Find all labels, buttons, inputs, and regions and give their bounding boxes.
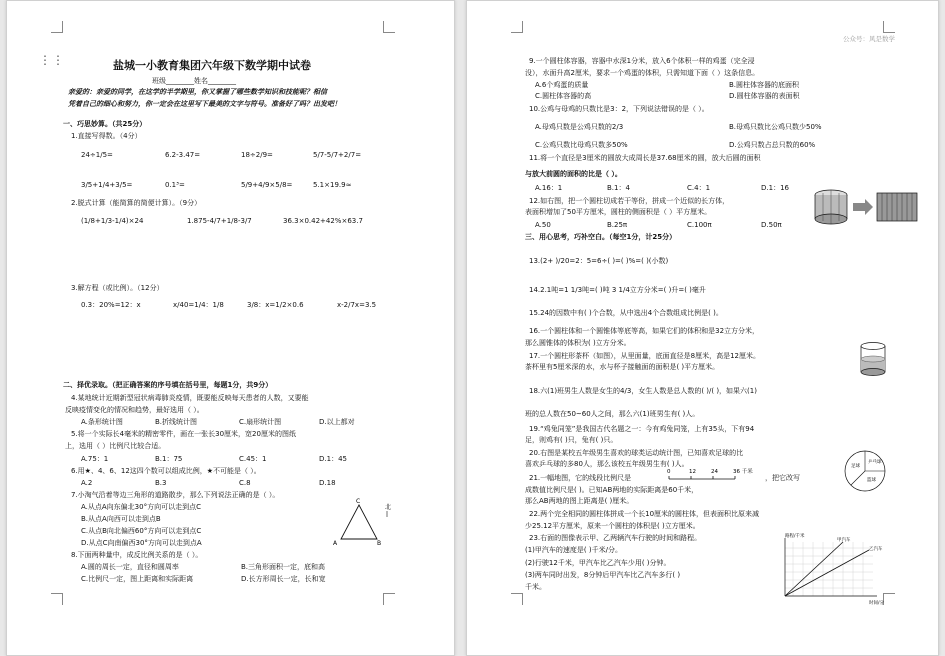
- q4-text: 反映疫情变化的情况和趋势，最好选用（ ）。: [65, 406, 204, 414]
- option: A.母鸡只数是公鸡只数的2/3: [535, 123, 624, 131]
- triangle-figure: [333, 498, 397, 551]
- option: D.50π: [761, 221, 782, 229]
- option: B.母鸡只数比公鸡只数少50%: [729, 123, 822, 131]
- q16-text: 16.一个圆柱体和一个圆锥体等底等高，如果它们的体积和是32立方分米，: [529, 327, 760, 335]
- equation-item: x/40=1/4：1/8: [173, 301, 224, 309]
- q5-text: 上，选用（ ）比例尺比较合适。: [65, 442, 166, 450]
- option: D.18: [319, 479, 336, 487]
- crop-mark: [51, 593, 63, 605]
- crop-mark: [383, 21, 395, 33]
- page-right: [466, 0, 939, 656]
- q9-text: 9.一个圆柱体容器，容器中水深1分米，放入6个体积一样的鸡蛋（完全浸: [529, 57, 755, 65]
- option: A.75：1: [81, 455, 109, 463]
- oral-calc-item: 6.2-3.47=: [165, 151, 201, 159]
- page-left: [6, 0, 455, 656]
- q18-text: 班的总人数在50~60人之间，那么六(1)班男生有( )人。: [525, 410, 700, 418]
- q23-sub: (1)甲汽车的速度是( )千米/分。: [525, 546, 622, 554]
- option: A.6个鸡蛋的质量: [535, 81, 589, 89]
- calc-item: 36.3×0.42+42%×63.7: [283, 217, 363, 225]
- option: A.圆的周长一定，直径和圆周率: [81, 563, 179, 571]
- q23-sub: 千米。: [525, 583, 546, 591]
- exam-title: 盐城一小教育集团六年级下数学期中试卷: [113, 59, 311, 72]
- q8-text: 8.下面两种量中，成反比例关系的是（ ）。: [71, 551, 203, 559]
- intro-line-1: 亲爱的：亲爱的同学，在这学的半学期里，你又掌握了哪些数学知识和技能呢？相信: [68, 88, 327, 96]
- line-label: 乙汽车: [869, 547, 883, 552]
- q21-text: 那么AB两地的图上距离是( )厘米。: [525, 497, 634, 505]
- option: B.三角形面积一定，底和高: [241, 563, 326, 571]
- q7-text: 7.小淘气沿着等边三角形的道路散步，那么下列说法正确的是（ ）。: [71, 491, 280, 499]
- equation-item: 3/8：x=1/2×0.6: [247, 301, 304, 309]
- q17-text: 17.一个圆柱形茶杯（如图），从里面量，底面直径是8厘米，高是12厘米。: [529, 352, 760, 360]
- option: D.以上都对: [319, 418, 355, 426]
- option: B.1：4: [607, 184, 630, 192]
- q23-sub: (3)两车同时出发，8分钟后甲汽车比乙汽车多行( ): [525, 571, 681, 579]
- oral-calc-item: 5/9+4/9×5/8=: [241, 181, 293, 189]
- oral-calc-item: 5/7-5/7+2/7=: [313, 151, 362, 159]
- section-3-heading: 三、用心思考，巧补空白。（每空1分，计25分）: [525, 233, 677, 241]
- equation-item: x-2/7x=3.5: [337, 301, 377, 309]
- section-2-heading: 二、择优录取。（把正确答案的序号填在括号里，每题1分，共9分）: [63, 381, 273, 389]
- q2-heading: 2.脱式计算（能简算的简便计算）。（9分）: [71, 199, 202, 207]
- section-1-heading: 一、巧思妙算。（共25分）: [63, 120, 147, 128]
- option: B.3: [155, 479, 167, 487]
- name-line: 班级________姓名________: [152, 77, 236, 85]
- option: D.公鸡只数占总只数的60%: [729, 141, 816, 149]
- north-label: 北: [385, 504, 392, 511]
- q12-text: 12.如右图，把一个圆柱切成若干等份，拼成一个近似的长方体，: [529, 197, 730, 205]
- q22-text: 少25.12平方厘米，原来一个圆柱的体积是( )立方厘米。: [525, 522, 700, 530]
- q11-text: 11.将一个直径是3厘米的圆放大成周长是37.68厘米的圆，放大后圆的面积: [529, 154, 761, 162]
- q11-text: 与放大前圆的面积的比是（ ）。: [525, 170, 622, 178]
- intro-line-2: 凭着自己的细心和努力，你一定会在这里写下最美的文字与符号。准备好了吗？出发吧！: [68, 100, 341, 108]
- equation-item: 0.3：20%=12：x: [81, 301, 141, 309]
- option: C.公鸡只数比母鸡只数多50%: [535, 141, 628, 149]
- pie-label: 篮球: [867, 478, 876, 483]
- graph-grid: [785, 542, 873, 596]
- scale-tick: 12: [689, 469, 696, 475]
- scale-tick: 24: [711, 469, 718, 475]
- option: C.比例尺一定，图上距离和实际距离: [81, 575, 194, 583]
- option: C.扇形统计图: [239, 418, 282, 426]
- option: C.8: [239, 479, 251, 487]
- pie-label: 足球: [851, 464, 860, 469]
- option: C.从点B向北偏西60°方向可以走到点C: [81, 527, 202, 535]
- triangle-label: B: [377, 540, 382, 547]
- calc-item: (1/8+1/3-1/4)×24: [81, 217, 144, 225]
- line-label: 甲汽车: [837, 538, 851, 543]
- q6-text: 6.用★、4、6、12这四个数可以组成比例，★不可能是（ ）。: [71, 467, 261, 475]
- triangle-label: C: [356, 498, 361, 505]
- pie-chart-figure: [843, 449, 887, 493]
- q13-text: 13.(2+ )/20=2：5=6÷( )=( )%=( )(小数): [529, 257, 669, 265]
- crop-mark: [511, 21, 523, 33]
- q20-text: 喜欢乒乓球的多80人，那么该校五年级男生有( )人。: [525, 460, 689, 468]
- q10-text: 10.公鸡与母鸡的只数比是3：2，下列说法错误的是（ ）。: [529, 105, 709, 113]
- q18-text: 18.六(1)班男生人数是女生的4/3，女生人数是总人数的( )/( )，如果六(1): [529, 387, 757, 395]
- watermark: 公众号：风是数学: [843, 35, 895, 43]
- q9-text: 没），水面升高2厘米，要求一个鸡蛋的体积，只需知道下面（ ）这条信息。: [525, 69, 760, 77]
- distance-time-graph: [773, 534, 893, 606]
- scale-tick: 36 千米: [733, 469, 753, 475]
- option: C.45：1: [239, 455, 267, 463]
- option: A.50: [535, 221, 551, 229]
- q4-text: 4.某地统计近期新型冠状病毒肺炎疫情，既要能反映每天患者的人数，又要能: [71, 394, 309, 402]
- q21-text: ，把它改写: [765, 474, 800, 482]
- option: B.圆柱体容器的底面积: [729, 81, 800, 89]
- oral-calc-item: 18÷2/9=: [241, 151, 273, 159]
- option: D.1：16: [761, 184, 789, 192]
- q3-heading: 3.解方程（或比例）。（12分）: [71, 284, 164, 292]
- triangle-label: A: [333, 540, 338, 547]
- option: D.1：45: [319, 455, 347, 463]
- q1-heading: 1.直接写得数。（4分）: [71, 132, 142, 140]
- q17-text: 茶杯里有5厘米深的水，水与杯子接触面的面积是( )平方厘米。: [525, 363, 720, 371]
- q14-text: 14.2.1吨=1 1/3吨=( )吨 3 1/4立方分米=( )升=( )毫升: [529, 286, 706, 294]
- option: B.折线统计图: [155, 418, 198, 426]
- option: C.100π: [687, 221, 712, 229]
- line-scale-figure: [663, 467, 763, 483]
- drag-handle-icon[interactable]: ⋮⋮: [39, 53, 65, 67]
- pie-label: 乒乓球: [868, 460, 882, 465]
- oral-calc-item: 3/5+1/4+3/5=: [81, 181, 133, 189]
- q23-sub: (2)行驶12千米，甲汽车比乙汽车少用( )分钟。: [525, 559, 671, 567]
- option: C.4：1: [687, 184, 711, 192]
- scale-tick: 0: [667, 469, 671, 475]
- y-axis-title: 路程/千米: [785, 534, 805, 539]
- q12-text: 表面积增加了50平方厘米，圆柱的侧面积是（ ）平方厘米。: [525, 208, 712, 216]
- option: D.从点C向南偏西30°方向可以走到点A: [81, 539, 202, 547]
- option: A.2: [81, 479, 93, 487]
- oral-calc-item: 5.1×19.9≈: [313, 181, 352, 189]
- option: D.长方形周长一定，长和宽: [241, 575, 326, 583]
- q19-text: 19.“鸡兔同笼”是我国古代名题之一：今有鸡兔同笼，上有35头，下有94: [529, 425, 755, 433]
- crop-mark: [511, 593, 523, 605]
- q20-text: 20.右图是某校五年级男生喜欢的球类运动统计图，已知喜欢足球的比: [529, 449, 744, 457]
- crop-mark: [51, 21, 63, 33]
- option: B.1：75: [155, 455, 183, 463]
- q21-text: 21.一幅地图，它的线段比例尺是: [529, 474, 632, 482]
- option: A.16：1: [535, 184, 563, 192]
- x-axis-title: 时间/分: [869, 601, 885, 606]
- crop-mark: [383, 593, 395, 605]
- cylinder-cut-figure: [813, 187, 923, 227]
- option: B.25π: [607, 221, 628, 229]
- q21-text: 成数值比例尺是( )。已知AB两地的实际距离是60千米，: [525, 486, 699, 494]
- option: A.条形统计图: [81, 418, 123, 426]
- calc-item: 1.875-4/7+1/8-3/7: [187, 217, 252, 225]
- q19-text: 足，则鸡有( )只，兔有( )只。: [525, 436, 618, 444]
- option: C.圆柱体容器的高: [535, 92, 592, 100]
- q15-text: 15.24的因数中有( )个合数，从中选出4个合数组成比例是( )。: [529, 309, 723, 317]
- q22-text: 22.两个完全相同的圆柱体拼成一个长10厘米的圆柱体，但表面积比原来减: [529, 510, 760, 518]
- option: D.圆柱体容器的表面积: [729, 92, 800, 100]
- q23-text: 23.右面的图像表示甲、乙两辆汽车行驶的时间和路程。: [529, 534, 702, 542]
- q5-text: 5.将一个实际长4毫米的精密零件，画在一张长30厘米，宽20厘米的图纸: [71, 430, 296, 438]
- teacup-figure: [859, 341, 889, 377]
- q16-text: 那么圆锥体的体积为( )立方分米。: [525, 339, 631, 347]
- oral-calc-item: 0.1³=: [165, 181, 185, 189]
- oral-calc-item: 24÷1/5=: [81, 151, 113, 159]
- option: A.从点A向东偏北30°方向可以走到点C: [81, 503, 201, 511]
- crop-mark: [883, 21, 895, 33]
- option: B.从点A向西可以走到点B: [81, 515, 161, 523]
